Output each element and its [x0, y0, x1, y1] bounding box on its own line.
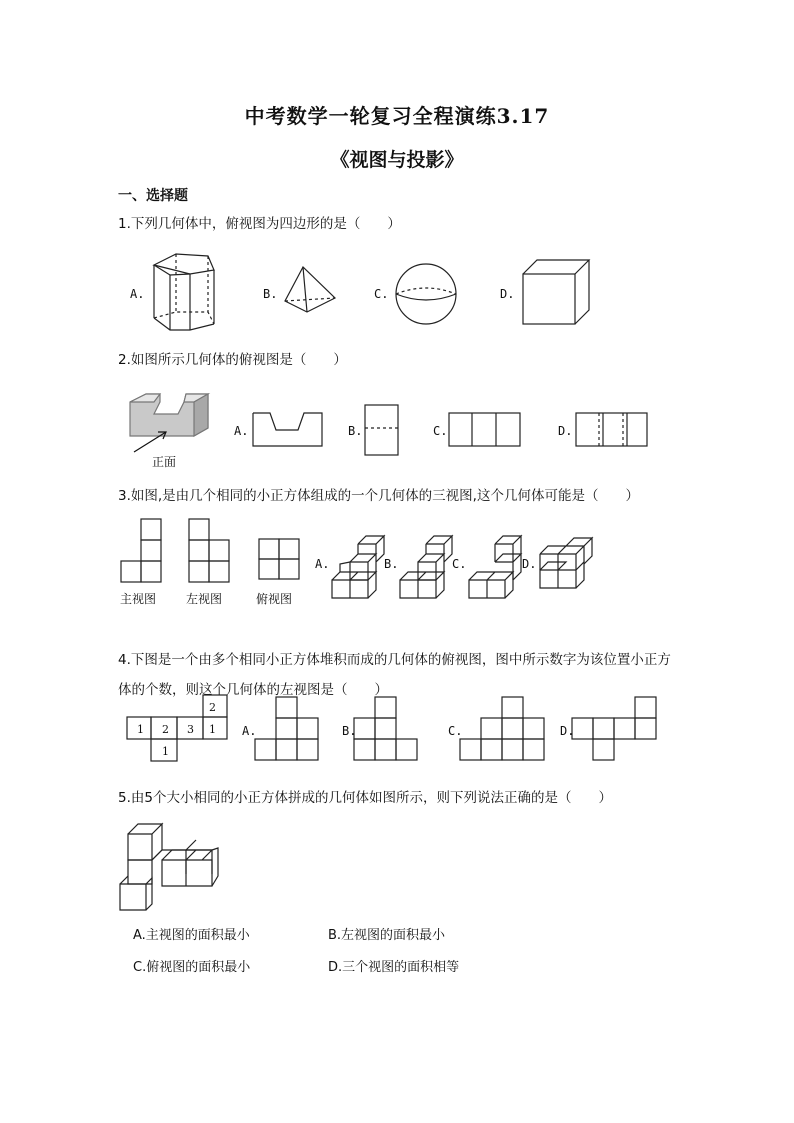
q4-grid-cell-4: 1: [209, 723, 216, 736]
q5-choice-c: C.俯视图的面积最小: [133, 960, 251, 975]
q3-option-b-figure: [398, 526, 454, 600]
q3-option-d-figure: [538, 534, 598, 592]
question-5-text: 5.由5个大小相同的小正方体拼成的几何体如图所示，则下列说法正确的是（ ）: [118, 790, 612, 806]
page-subtitle: 《视图与投影》: [330, 149, 464, 171]
q1-sphere-figure: [394, 262, 460, 326]
q1-option-b-label: B.: [263, 287, 278, 301]
q3-option-d-label: D.: [522, 557, 537, 571]
q2-option-c-figure: [448, 412, 522, 448]
q4-option-b-figure: [354, 696, 420, 764]
q5-choice-d: D.三个视图的面积相等: [328, 960, 460, 975]
q2-front-label: 正面: [152, 455, 177, 469]
question-3-text: 3.如图,是由几个相同的小正方体组成的一个几何体的三视图,这个几何体可能是（ ）: [118, 488, 639, 504]
question-4-text-line1: 4.下图是一个由多个相同小正方体堆积而成的几何体的俯视图，图中所示数字为该位置小正方: [118, 652, 671, 668]
q2-option-a-label: A.: [234, 424, 249, 438]
q1-option-a-label: A.: [130, 287, 145, 301]
q3-option-c-label: C.: [452, 557, 467, 571]
q4-grid-cell-3: 3: [187, 723, 194, 736]
q3-option-a-label: A.: [315, 557, 330, 571]
q2-option-b-label: B.: [348, 424, 363, 438]
q1-option-c-label: C.: [374, 287, 389, 301]
q2-option-a-figure: [252, 412, 324, 448]
q2-solid-figure: [126, 392, 214, 454]
q4-grid-cell-bottom: 1: [162, 745, 169, 758]
q2-option-d-figure: [575, 412, 649, 448]
q4-option-c-figure: [460, 696, 548, 764]
q3-left-view-figure: [188, 518, 232, 584]
q4-option-b-label: B.: [342, 724, 357, 738]
q3-left-view-label: 左视图: [186, 592, 223, 606]
q5-solid-figure: [118, 818, 222, 912]
q4-option-d-label: D.: [560, 724, 575, 738]
q2-option-b-figure: [364, 404, 400, 456]
q3-top-view-label: 俯视图: [256, 592, 293, 606]
question-2-text: 2.如图所示几何体的俯视图是（ ）: [118, 352, 347, 368]
q4-option-c-label: C.: [448, 724, 463, 738]
q3-front-view-figure: [120, 518, 164, 584]
q1-option-d-label: D.: [500, 287, 515, 301]
q3-option-a-figure: [330, 526, 386, 600]
q3-top-view-figure: [258, 538, 302, 582]
q3-front-view-label: 主视图: [120, 592, 157, 606]
q4-option-a-label: A.: [242, 724, 257, 738]
q3-option-c-figure: [467, 526, 525, 600]
q1-pentagonal-prism-figure: [148, 250, 220, 335]
q4-option-a-figure: [255, 696, 321, 764]
q1-tetrahedron-figure: [283, 265, 339, 315]
q4-option-d-figure: [572, 696, 660, 764]
question-1-text: 1.下列几何体中，俯视图为四边形的是（ ）: [118, 216, 401, 232]
question-4-text-line2: 体的个数，则这个几何体的左视图是（ ）: [118, 682, 388, 698]
q4-grid-cell-1: 1: [137, 723, 144, 736]
page-title: 中考数学一轮复习全程演练3.17: [244, 104, 550, 128]
section-heading: 一、选择题: [118, 188, 188, 204]
q4-grid-cell-top-right: 2: [209, 701, 216, 714]
q3-option-b-label: B.: [384, 557, 399, 571]
q2-option-c-label: C.: [433, 424, 448, 438]
q4-grid-cell-2: 2: [162, 723, 169, 736]
q2-option-d-label: D.: [558, 424, 573, 438]
q1-cube-figure: [521, 258, 591, 326]
q5-choice-b: B.左视图的面积最小: [328, 928, 446, 943]
q5-choice-a: A.主视图的面积最小: [133, 928, 250, 943]
